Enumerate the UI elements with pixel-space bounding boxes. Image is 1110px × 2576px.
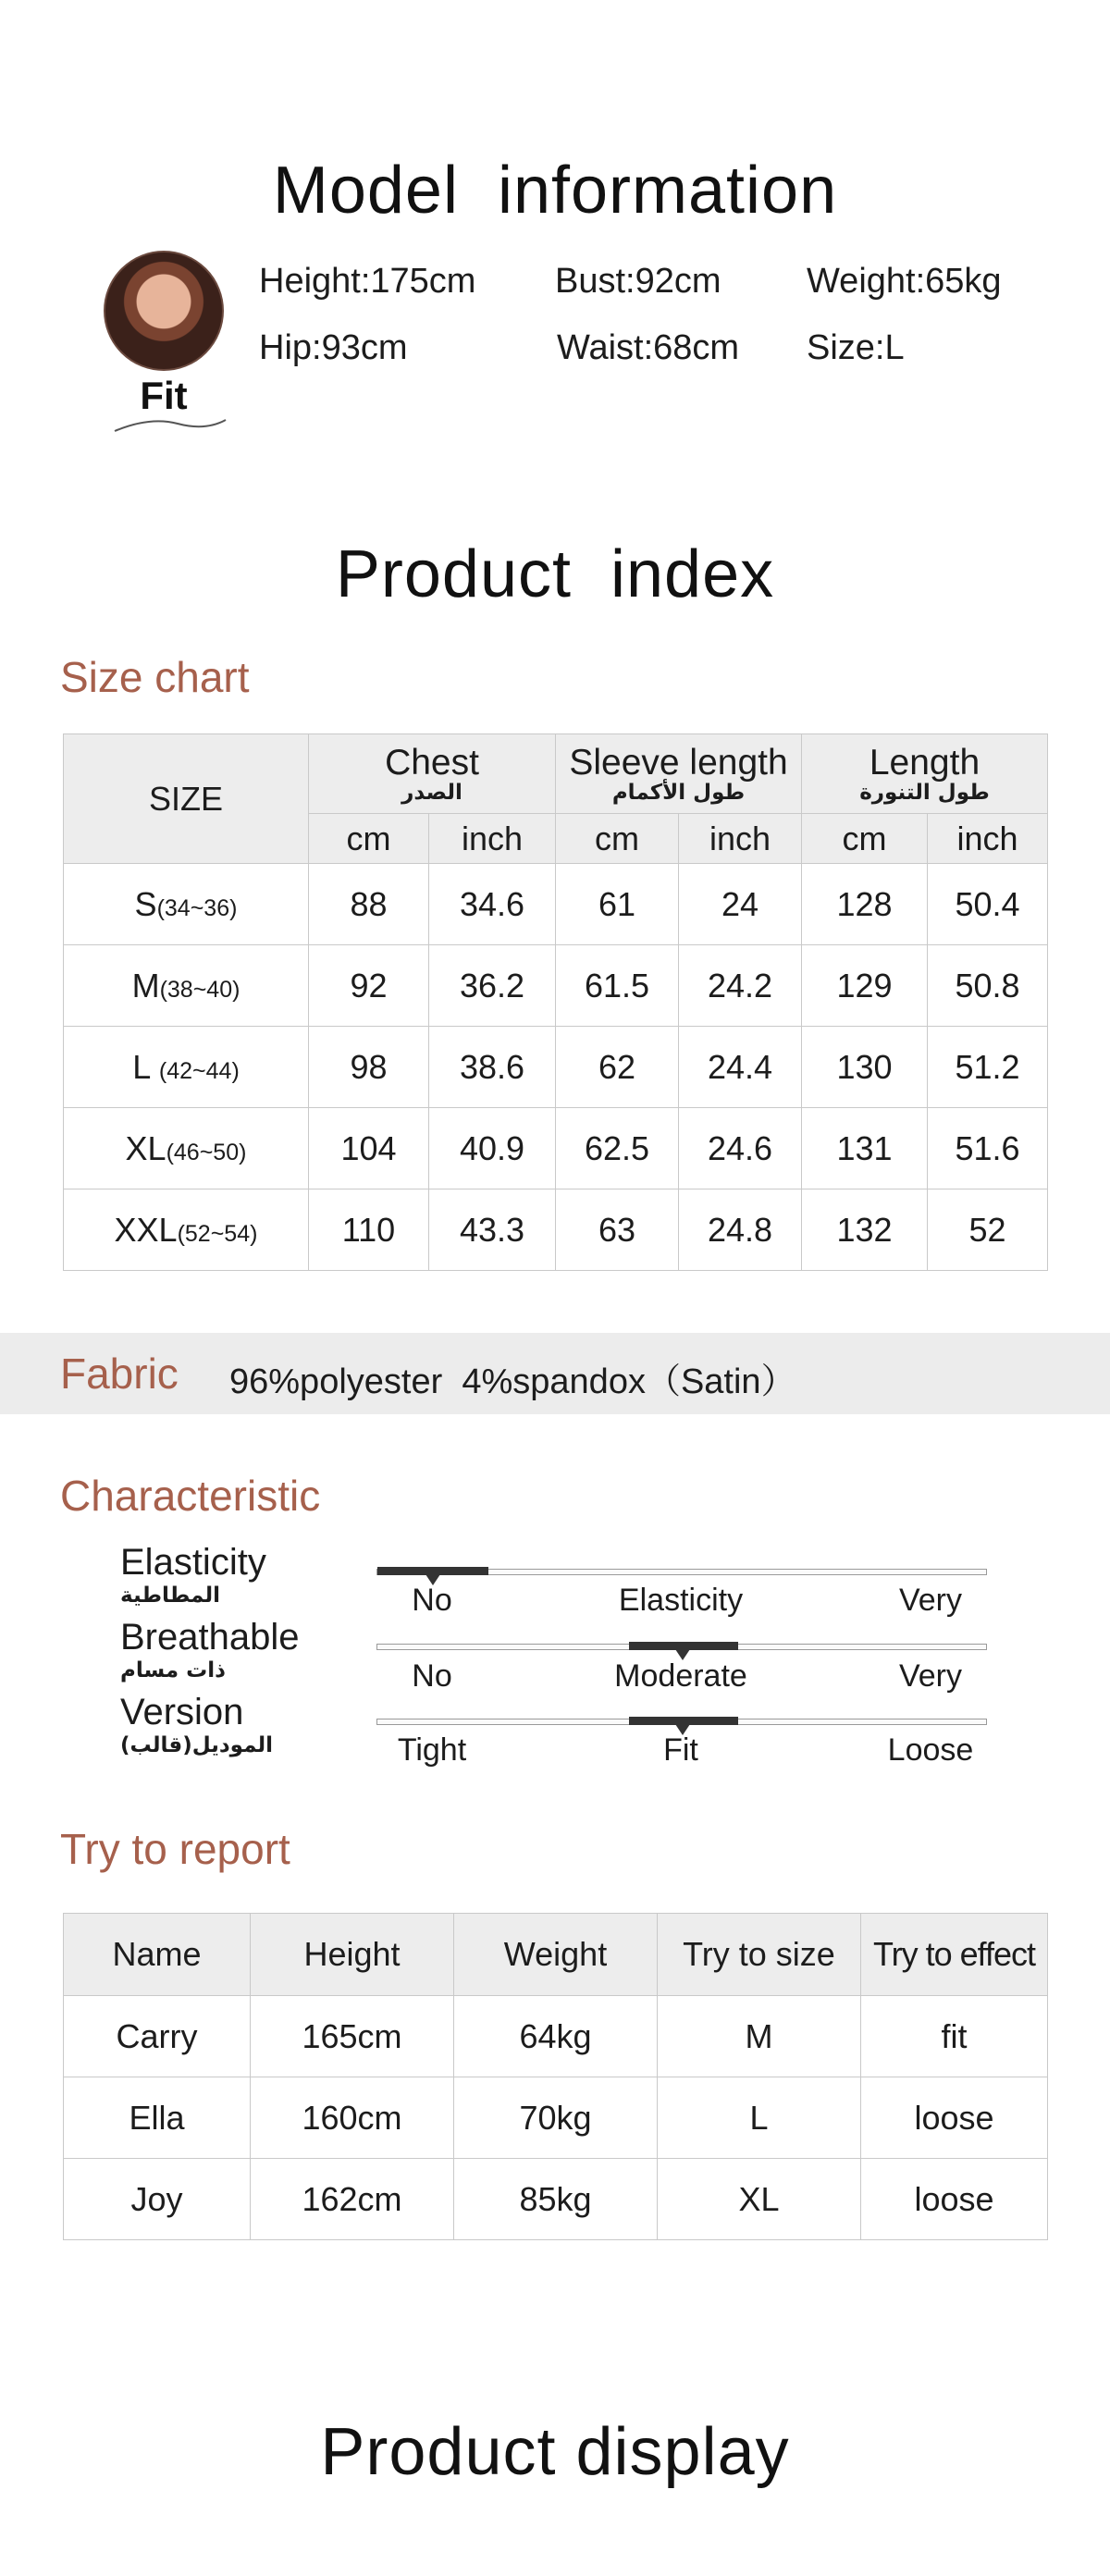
model-weight: Weight:65kg — [807, 262, 1002, 301]
fabric-label: Fabric — [60, 1350, 179, 1398]
breathable-option-low: No — [412, 1658, 452, 1694]
cell: loose — [861, 2077, 1048, 2159]
value-cell: 128 — [802, 864, 928, 945]
version-label-ar: الموديل(قالب) — [120, 1733, 274, 1757]
table-row — [64, 2077, 1048, 2159]
cell: M — [658, 1996, 861, 2077]
table-row — [64, 2159, 1048, 2240]
cell: 162cm — [251, 2159, 454, 2240]
version-option-high: Loose — [887, 1732, 974, 1768]
cell: 70kg — [454, 2077, 658, 2159]
table-row — [64, 1108, 1048, 1189]
cell: 85kg — [454, 2159, 658, 2240]
cell: 64kg — [454, 1996, 658, 2077]
version-option-mid: Fit — [663, 1732, 698, 1768]
header-cell: Height — [251, 1914, 454, 1996]
version-scale — [376, 1719, 987, 1725]
value-cell: 43.3 — [429, 1189, 556, 1271]
size-cell: XXL(52~54) — [64, 1189, 309, 1271]
header-cell: Try to effect — [861, 1914, 1048, 1996]
value-cell: 36.2 — [429, 945, 556, 1027]
table-row — [64, 864, 1048, 945]
table-row — [64, 1027, 1048, 1108]
chest-header-cell: Chest الصدر — [309, 734, 556, 814]
product-display-title: Product display — [320, 2415, 790, 2489]
size-cell: S(34~36) — [64, 864, 309, 945]
size-cell: XL(46~50) — [64, 1108, 309, 1189]
value-cell: 24.8 — [679, 1189, 802, 1271]
fit-logo-text: Fit — [140, 374, 188, 417]
version-label: Version — [120, 1692, 244, 1732]
model-waist: Waist:68cm — [557, 328, 740, 367]
model-size: Size:L — [807, 328, 905, 367]
unit-cell: inch — [429, 814, 556, 864]
value-cell: 104 — [309, 1108, 429, 1189]
value-cell: 50.8 — [928, 945, 1048, 1027]
value-cell: 24 — [679, 864, 802, 945]
sleeve-length-header-cell: Sleeve length طول الأكمام — [556, 734, 802, 814]
breathable-option-mid: Moderate — [614, 1658, 747, 1694]
value-cell: 24.2 — [679, 945, 802, 1027]
size-cell: M(38~40) — [64, 945, 309, 1027]
model-bust: Bust:92cm — [555, 262, 722, 301]
model-height: Height:175cm — [259, 262, 476, 301]
header-cell: Name — [64, 1914, 251, 1996]
unit-cell: cm — [556, 814, 679, 864]
cell: loose — [861, 2159, 1048, 2240]
elasticity-label: Elasticity — [120, 1542, 266, 1583]
value-cell: 88 — [309, 864, 429, 945]
product-index-title: Product index — [335, 537, 775, 611]
breathable-scale — [376, 1644, 987, 1650]
characteristic-title: Characteristic — [60, 1472, 321, 1520]
breathable-option-high: Very — [898, 1658, 963, 1694]
elasticity-scale — [376, 1569, 987, 1575]
model-avatar — [104, 251, 224, 371]
cell: Joy — [64, 2159, 251, 2240]
length-header-cell: Length طول التنورة — [802, 734, 1048, 814]
cell: Ella — [64, 2077, 251, 2159]
value-cell: 24.6 — [679, 1108, 802, 1189]
try-report-title: Try to report — [60, 1825, 290, 1873]
unit-cell: cm — [309, 814, 429, 864]
value-cell: 50.4 — [928, 864, 1048, 945]
value-cell: 52 — [928, 1189, 1048, 1271]
size-chart-title: Size chart — [60, 653, 250, 701]
elasticity-option-high: Very — [898, 1583, 963, 1618]
cell: XL — [658, 2159, 861, 2240]
cell: fit — [861, 1996, 1048, 2077]
value-cell: 62.5 — [556, 1108, 679, 1189]
value-cell: 98 — [309, 1027, 429, 1108]
cell: L — [658, 2077, 861, 2159]
table-row — [64, 1189, 1048, 1271]
value-cell: 51.2 — [928, 1027, 1048, 1108]
unit-cell: inch — [679, 814, 802, 864]
value-cell: 61.5 — [556, 945, 679, 1027]
size-cell: L (42~44) — [64, 1027, 309, 1108]
value-cell: 130 — [802, 1027, 928, 1108]
value-cell: 40.9 — [429, 1108, 556, 1189]
value-cell: 110 — [309, 1189, 429, 1271]
version-option-low: Tight — [397, 1732, 467, 1768]
elasticity-label-ar: المطاطية — [120, 1584, 220, 1608]
size-chart-table — [63, 733, 1048, 1271]
value-cell: 34.6 — [429, 864, 556, 945]
table-row — [64, 945, 1048, 1027]
size-header-cell: SIZE — [64, 734, 309, 864]
breathable-label-ar: ذات مسام — [120, 1658, 226, 1682]
unit-cell: inch — [928, 814, 1048, 864]
value-cell: 61 — [556, 864, 679, 945]
header-cell: Weight — [454, 1914, 658, 1996]
value-cell: 132 — [802, 1189, 928, 1271]
fabric-value: 96%polyester 4%spandox（Satin） — [229, 1362, 796, 1401]
value-cell: 129 — [802, 945, 928, 1027]
try-report-table — [63, 1913, 1048, 2240]
cell: Carry — [64, 1996, 251, 2077]
unit-cell: cm — [802, 814, 928, 864]
value-cell: 24.4 — [679, 1027, 802, 1108]
elasticity-option-low: No — [412, 1583, 452, 1618]
cell: 165cm — [251, 1996, 454, 2077]
header-cell: Try to size — [658, 1914, 861, 1996]
value-cell: 131 — [802, 1108, 928, 1189]
value-cell: 63 — [556, 1189, 679, 1271]
table-row — [64, 1996, 1048, 2077]
model-hip: Hip:93cm — [259, 328, 408, 367]
elasticity-option-mid: Elasticity — [618, 1583, 744, 1618]
value-cell: 92 — [309, 945, 429, 1027]
value-cell: 62 — [556, 1027, 679, 1108]
model-information-title: Model information — [272, 154, 838, 228]
breathable-label: Breathable — [120, 1617, 300, 1658]
cell: 160cm — [251, 2077, 454, 2159]
value-cell: 51.6 — [928, 1108, 1048, 1189]
value-cell: 38.6 — [429, 1027, 556, 1108]
fit-logo-swoosh — [113, 414, 228, 435]
